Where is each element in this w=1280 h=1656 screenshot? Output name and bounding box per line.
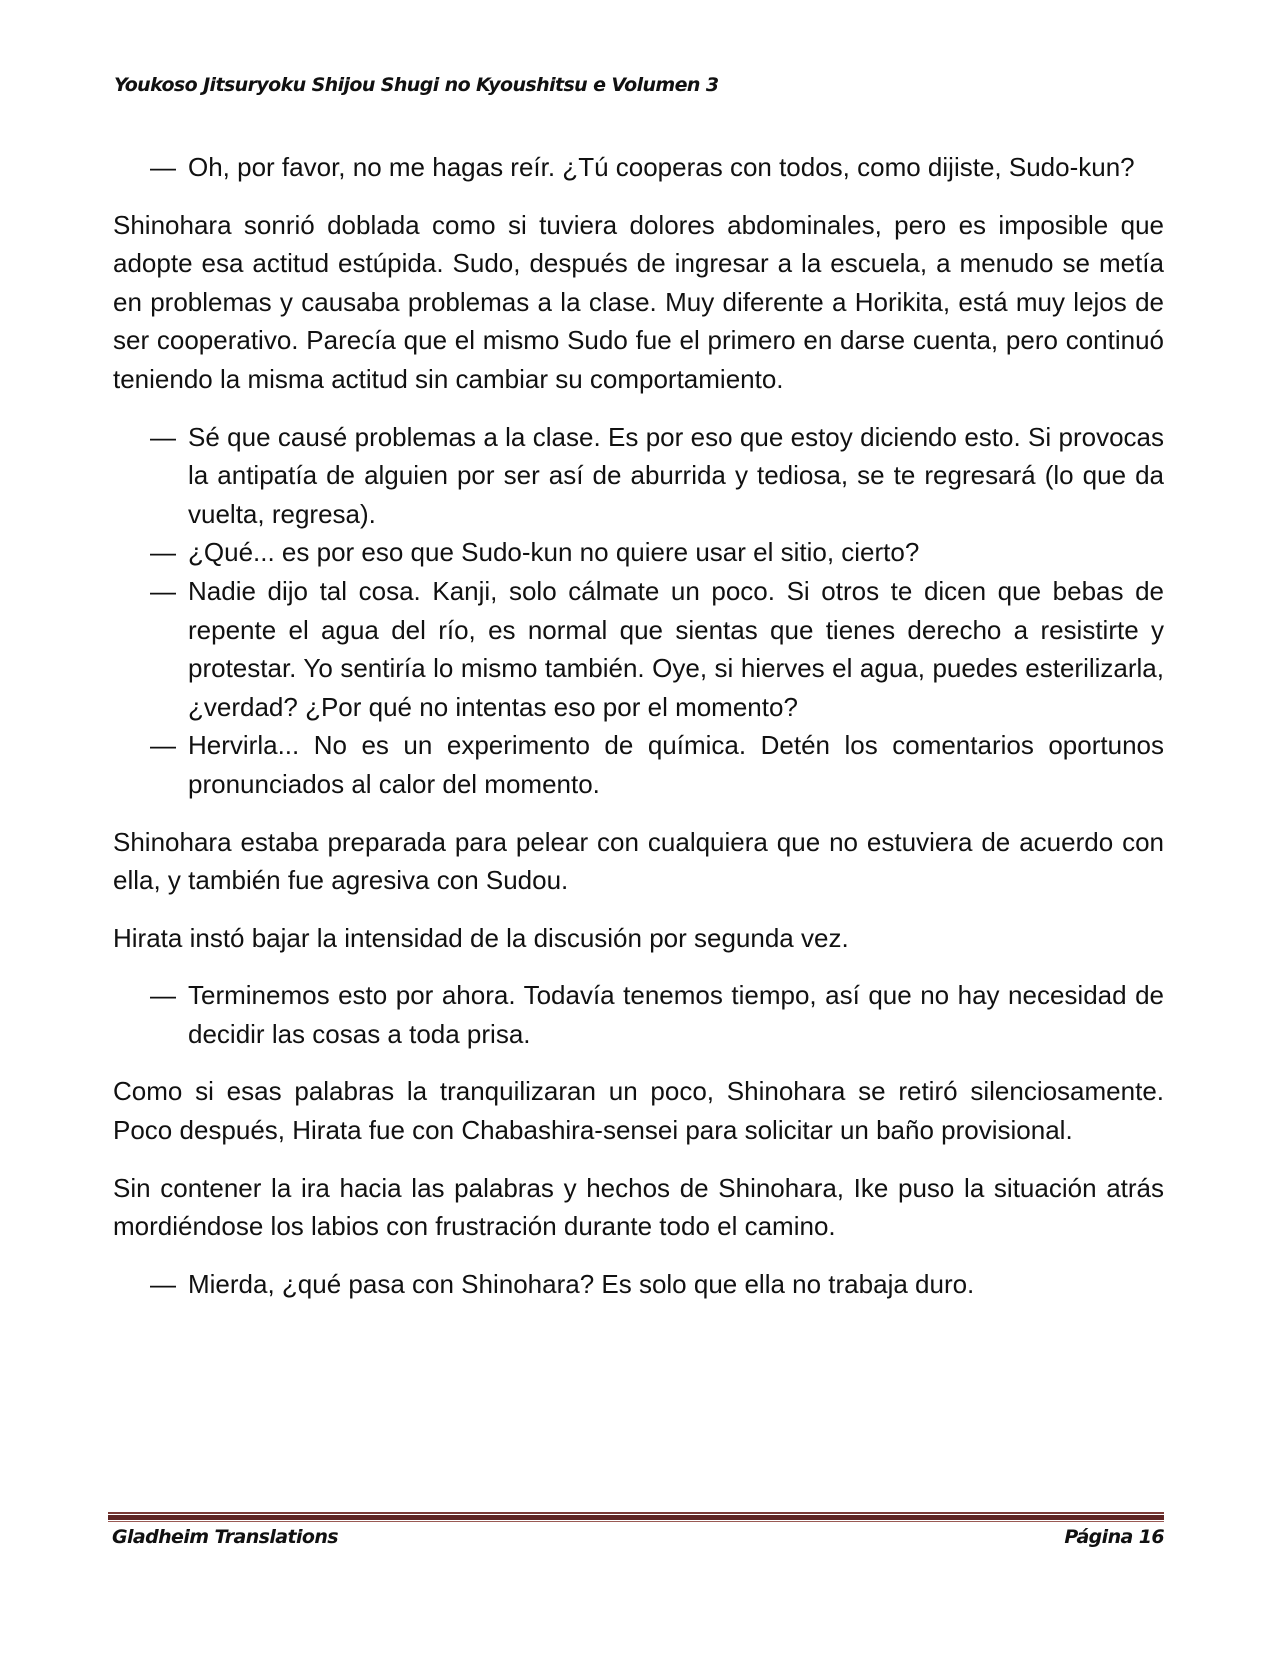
page-number: Página 16 [1064, 1526, 1164, 1548]
paragraph: Shinohara sonrió doblada como si tuviera dolores abdominales, pero es imposible que adopte esa actitud estúpida. Sudo, después de ingresar a la escuela, a menudo se metía en problemas y causaba problemas a la clase. Muy diferente a Horikita, está muy lejos de ser cooperativo. Parecía que el mismo Sudo fue el primero en darse cuenta, pero continuó teniendo la misma actitud sin cambiar su comportamiento. [113, 209, 1164, 394]
page-body [113, 148, 1164, 1322]
dialogue-text: Terminemos esto por ahora. Todavía tenemos tiempo, así que no hay necesidad de decidir las cosas a toda prisa. [188, 980, 1164, 1049]
dialogue-text: Oh, por favor, no me hagas reír. ¿Tú cooperas con todos, como dijiste, Sudo-kun? [188, 152, 1135, 182]
dialogue-dash: — [150, 152, 176, 182]
dialogue-group [113, 418, 1164, 804]
dialogue-text: Sé que causé problemas a la clase. Es por eso que estoy diciendo esto. Si provocas la antipatía de alguien por ser así de aburrida y tediosa, se te regresará (lo que da vuelta, regresa). [188, 421, 1164, 529]
dialogue-dash: — [150, 421, 176, 452]
dialogue-text: Nadie dijo tal cosa. Kanji, solo cálmate un poco. Si otros te dicen que bebas de repente el agua del río, es normal que sientas que tienes derecho a resistirte y protestar. Yo sentiría lo mismo también. Oye, si hierves el agua, puedes esterilizarla, ¿verdad? ¿Por qué no intentas eso por el momento? [188, 575, 1164, 722]
dialogue-group [113, 148, 1164, 187]
dialogue-group [113, 1265, 1164, 1304]
dialogue-text: ¿Qué... es por eso que Sudo-kun no quiere usar el sitio, cierto? [188, 537, 920, 568]
paragraph: Shinohara estaba preparada para pelear con cualquiera que no estuviera de acuerdo con ella, y también fue agresiva con Sudou. [113, 826, 1164, 896]
dialogue-dash: — [150, 730, 176, 761]
dialogue-line [113, 572, 1164, 726]
footer-publisher: Gladheim Translations [112, 1526, 338, 1548]
paragraph: Hirata instó bajar la intensidad de la discusión por segunda vez. [113, 922, 849, 953]
dialogue-dash: — [150, 537, 176, 568]
dialogue-line [113, 418, 1164, 534]
dialogue-group [113, 976, 1164, 1053]
dialogue-dash: — [150, 980, 176, 1011]
dialogue-line [113, 726, 1164, 803]
dialogue-dash: — [150, 575, 176, 606]
dialogue-line [113, 533, 1164, 572]
dialogue-text: Mierda, ¿qué pasa con Shinohara? Es solo que ella no trabaja duro. [188, 1268, 975, 1299]
dialogue-line [113, 148, 1164, 187]
paragraph: Como si esas palabras la tranquilizaran un poco, Shinohara se retiró silenciosamente. Poco después, Hirata fue con Chabashira-sensei para solicitar un baño provisional. [113, 1076, 1164, 1146]
footer-rule [108, 1512, 1164, 1522]
dialogue-dash: — [150, 1268, 176, 1299]
dialogue-line [113, 976, 1164, 1053]
dialogue-text: Hervirla... No es un experimento de química. Detén los comentarios oportunos pronunciados al calor del momento. [188, 730, 1164, 799]
paragraph: Sin contener la ira hacia las palabras y hechos de Shinohara, Ike puso la situación atrás mordiéndose los labios con frustración durante todo el camino. [113, 1172, 1164, 1242]
running-header: Youkoso Jitsuryoku Shijou Shugi no Kyoushitsu e Volumen 3 [114, 74, 719, 96]
dialogue-line [113, 1265, 1164, 1304]
